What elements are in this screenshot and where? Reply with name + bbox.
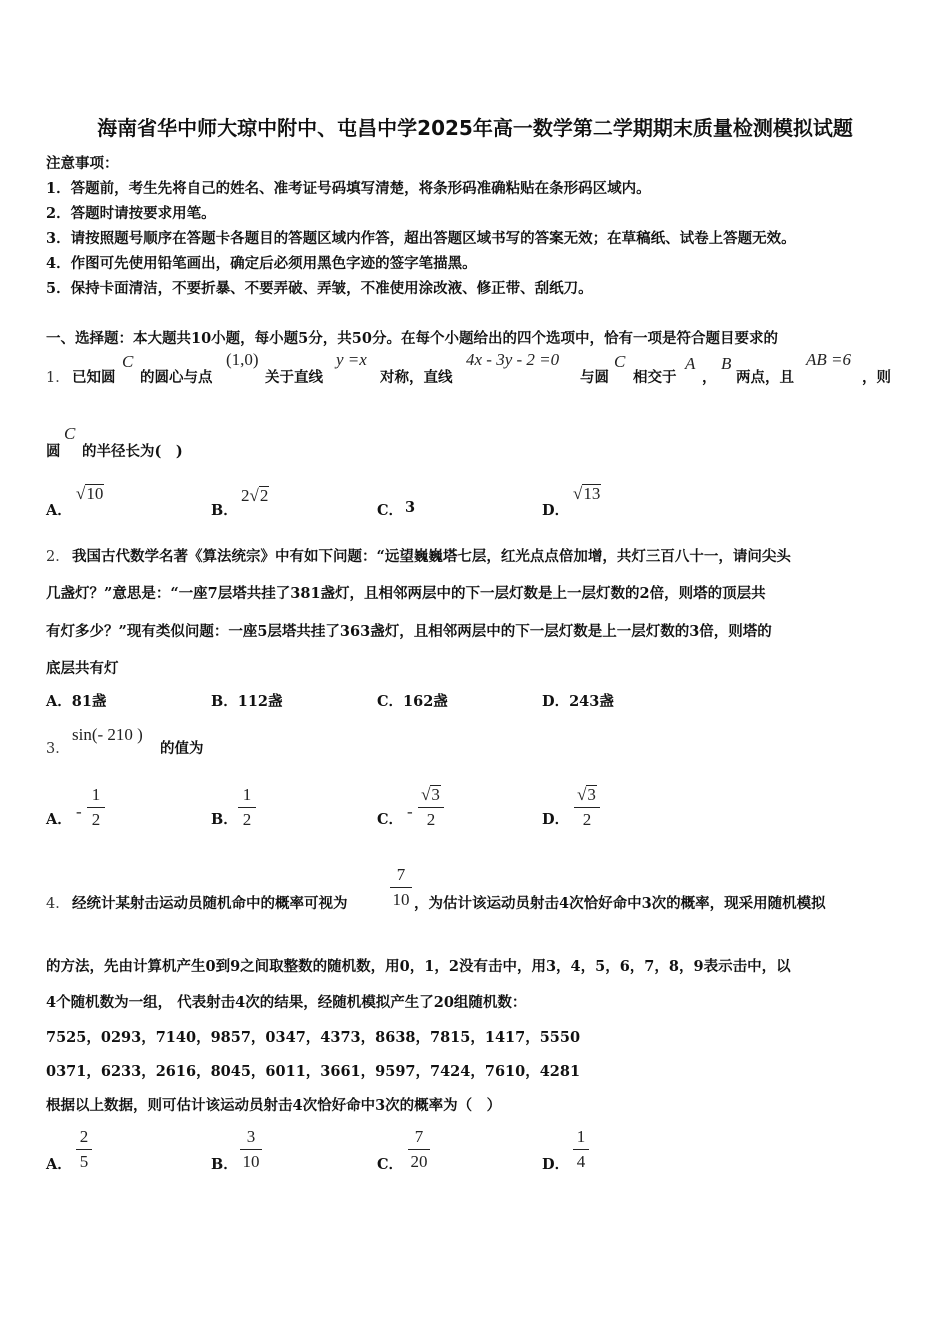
- note-item: 3．请按照题号顺序在答题卡各题目的答题区域内作答，超出答题区域书写的答案无效；在草稿纸、试卷上答题无效。: [46, 230, 796, 247]
- question-text: ，: [702, 369, 717, 386]
- option-c-fraction: √3 2: [418, 784, 444, 831]
- probability-fraction: 7 10: [390, 864, 412, 911]
- question-number: 3．: [46, 741, 70, 757]
- option-a-label: A．: [46, 502, 72, 519]
- math-expr: 4x - 3y - 2 =0: [466, 350, 560, 369]
- math-expr: C: [122, 352, 134, 371]
- question-number: 4．: [46, 896, 70, 912]
- question-number: 1．: [46, 370, 70, 386]
- minus-sign: -: [407, 802, 413, 821]
- section-heading: 一、选择题：本大题共10小题，每小题5分，共50分。在每个小题给出的四个选项中，恰有一项是符合题目要求的: [46, 330, 778, 347]
- notes-heading: 注意事项：: [46, 155, 119, 172]
- option-c-value: 3: [405, 499, 416, 516]
- math-expr: y =x: [336, 350, 367, 369]
- option-a-label: A．: [46, 811, 72, 828]
- math-expr: A: [685, 354, 696, 373]
- option-b-value: 2√2: [241, 486, 269, 505]
- option-b: B．112盏: [211, 693, 283, 710]
- math-expr: AB =6: [806, 350, 851, 369]
- question-text: 底层共有灯: [46, 660, 119, 677]
- question-text: 的圆心与点: [140, 369, 213, 386]
- option-d-fraction: 1 4: [573, 1126, 589, 1173]
- question-text: 相交于: [633, 369, 677, 386]
- option-a-fraction: 2 5: [76, 1126, 92, 1173]
- option-c-label: C．: [377, 811, 404, 828]
- question-text: 的半径长为( ): [82, 443, 183, 460]
- option-d-value: √13: [573, 484, 601, 503]
- option-b-label: B．: [211, 1156, 238, 1173]
- page-title: 海南省华中师大琼中附中、屯昌中学2025年高一数学第二学期期末质量检测模拟试题: [97, 116, 853, 140]
- option-b-label: B．: [211, 502, 238, 519]
- math-expr: B: [721, 354, 732, 373]
- random-numbers-row: 0371，6233，2616，8045，6011，3661，9597，7424，7610，4281: [46, 1063, 581, 1080]
- question-text: 经统计某射击运动员随机命中的概率可视为: [72, 895, 348, 912]
- question-text: 对称，直线: [380, 369, 453, 386]
- option-d-label: D．: [542, 811, 570, 828]
- note-item: 5．保持卡面清洁，不要折暴、不要弄破、弄皱，不准使用涂改液、修正带、刮纸刀。: [46, 280, 593, 297]
- note-item: 2．答题时请按要求用笔。: [46, 205, 216, 222]
- question-text: 两点，且: [736, 369, 794, 386]
- option-d-label: D．: [542, 1156, 570, 1173]
- option-b-fraction: 3 10: [240, 1126, 262, 1173]
- option-b-label: B．: [211, 811, 238, 828]
- question-text: 关于直线: [265, 369, 323, 386]
- option-d-fraction: √3 2: [574, 784, 600, 831]
- note-item: 4．作图可先使用铅笔画出，确定后必须用黑色字迹的签字笔描黑。: [46, 255, 477, 272]
- question-text: 我国古代数学名著《算法统宗》中有如下问题：“远望巍巍塔七层，红光点点倍加增，共灯三百八十一，请问尖头: [72, 548, 791, 565]
- question-text: 与圆: [580, 369, 609, 386]
- question-number: 2．: [46, 549, 70, 565]
- option-a-label: A．: [46, 1156, 72, 1173]
- option-d-label: D．: [542, 502, 570, 519]
- minus-sign: -: [76, 802, 82, 821]
- option-a-fraction: 1 2: [87, 784, 105, 831]
- note-item: 1．答题前，考生先将自己的姓名、准考证号码填写清楚，将条形码准确粘贴在条形码区域内。: [46, 180, 651, 197]
- option-c-label: C．: [377, 502, 404, 519]
- question-text: 的方法，先由计算机产生0到9之间取整数的随机数，用0，1，2没有击中，用3，4，5，6，7，8，9表示击中，以: [46, 958, 791, 975]
- question-text: ，则: [862, 369, 891, 386]
- option-a: A．81盏: [46, 693, 107, 710]
- question-text: 的值为: [160, 740, 204, 757]
- option-c: C．162盏: [377, 693, 448, 710]
- question-text: 几盏灯？”意思是：“一座7层塔共挂了381盏灯，且相邻两层中的下一层灯数是上一层灯数的2倍，则塔的顶层共: [46, 585, 766, 602]
- option-c-fraction: 7 20: [408, 1126, 430, 1173]
- option-c-label: C．: [377, 1156, 404, 1173]
- option-b-fraction: 1 2: [238, 784, 256, 831]
- option-d: D．243盏: [542, 693, 614, 710]
- question-text: 4个随机数为一组， 代表射击4次的结果，经随机模拟产生了20组随机数：: [46, 994, 527, 1011]
- question-text: 圆: [46, 443, 61, 460]
- question-text: 有灯多少？”现有类似问题：一座5层塔共挂了363盏灯，且相邻两层中的下一层灯数是上一层灯数的3倍，则塔的: [46, 623, 772, 640]
- math-expr: sin(- 210 ): [72, 725, 143, 744]
- option-a-value: √10: [76, 484, 104, 503]
- math-expr: (1,0): [226, 350, 259, 369]
- random-numbers-row: 7525，0293，7140，9857，0347，4373，8638，7815，1417，5550: [46, 1029, 581, 1046]
- question-text: 根据以上数据，则可估计该运动员射击4次恰好命中3次的概率为（ ）: [46, 1097, 502, 1114]
- question-text: ，为估计该运动员射击4次恰好命中3次的概率，现采用随机模拟: [414, 895, 826, 912]
- math-expr: C: [614, 352, 626, 371]
- question-text: 已知圆: [72, 369, 116, 386]
- math-expr: C: [64, 424, 76, 443]
